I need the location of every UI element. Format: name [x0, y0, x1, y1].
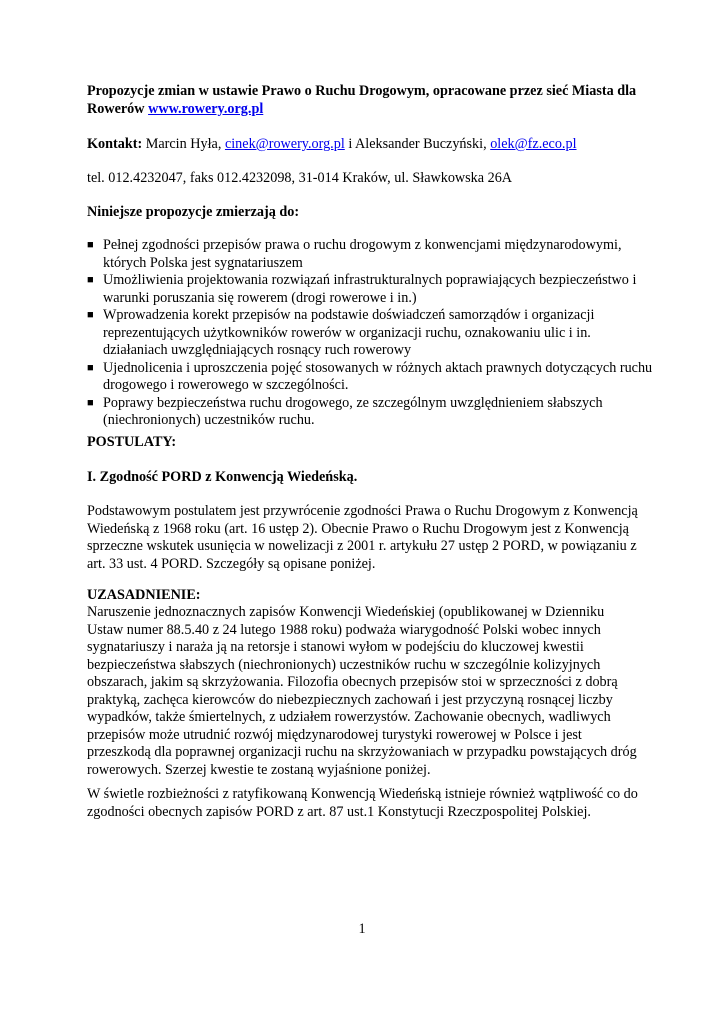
- bullet-square-icon: ■: [87, 361, 94, 374]
- document-title: [87, 83, 647, 118]
- contact-person-1: Marcin Hyła,: [145, 136, 222, 152]
- page-number: 1: [358, 921, 366, 937]
- bullet-square-icon: ■: [87, 239, 94, 251]
- aims-heading: Niniejsze propozycje zmierzają do:: [87, 204, 300, 220]
- postulates-heading: POSTULATY:: [87, 434, 177, 450]
- paragraph-justification: Naruszenie jednoznacznych zapisów Konwencji Wiedeńskiej (opublikowanej w Dzienniku Ustaw numer 88.5.40 z 24 lutego 1988 roku) podważa wiarygodność Polski wobec innych sygnatariuszy i naraża ją na retorsje i stanowi wyłom w podejściu do kluczowej kwestii bezpieczeństwa słabszych (niechronionych) uczestników ruchu w szczególnie kolizyjnych obszarach, jakim są skrzyżowania. Filozofia obecnych przepisów stoi w sprzeczności z dobrą praktyką, zachęca kierowców do niebezpiecznych zachowań i jest przyczyną rosnącej liczby wypadków, także śmiertelnych, z udziałem rowerzystów. Zachowanie obecnych, wadliwych przepisów może utrudnić rozwój międzynarodowej turystyki rowerowej w Polsce i jest przeszkodą dla poprawnej organizacji ruchu na skrzyżowaniach w przypadku powstających dróg rowerowych. Szerzej kwestie te zostaną wyjaśnione poniżej.: [87, 604, 637, 778]
- list-item: ■ Pełnej zgodności przepisów prawa o ruchu drogowym z konwencjami międzynarodowymi, których Polska jest sygnatariuszem: [87, 237, 622, 271]
- address-line: tel. 012.4232047, faks 012.4232098, 31-014 Kraków, ul. Sławkowska 26A: [87, 170, 513, 186]
- justification-heading: UZASADNIENIE:: [87, 587, 201, 603]
- email-link-2[interactable]: olek@fz.eco.pl: [490, 136, 577, 152]
- section-title: I. Zgodność PORD z Konwencją Wiedeńską.: [87, 469, 358, 485]
- title-text: Propozycje zmian w ustawie Prawo o Ruchu Drogowym, opracowane przez sieć Miasta dla Rowerów: [87, 83, 637, 117]
- bullet-square-icon: ■: [87, 274, 94, 286]
- bullet-square-icon: ■: [87, 396, 94, 409]
- paragraph-constitution: W świetle rozbieżności z ratyfikowaną Konwencją Wiedeńską istnieje również wątpliwość co do zgodności obecnych zapisów PORD z art. 87 ust.1 Konstytucji Rzeczpospolitej Polskiej.: [87, 786, 638, 820]
- bullet-square-icon: ■: [87, 309, 94, 321]
- contact-label: Kontakt:: [87, 136, 143, 152]
- aims-list: [87, 237, 657, 430]
- list-item: ■ Ujednolicenia i uproszczenia pojęć stosowanych w różnych aktach prawnych dotyczących ruchu drogowego i rowerowego w szczególności.: [87, 359, 653, 393]
- paragraph-main-postulate: Podstawowym postulatem jest przywrócenie zgodności Prawa o Ruchu Drogowym z Konwencją Wiedeńską z 1968 roku (art. 16 ustęp 2). Obecnie Prawo o Ruchu Drogowym jest z Konwencją sprzeczne wskutek usunięcia w nowelizacji z 2001 r. artykułu 27 ustęp 2 PORD, w powiązaniu z art. 33 ust. 4 PORD. Szczegóły są opisane poniżej.: [87, 503, 638, 572]
- email-link-1[interactable]: cinek@rowery.org.pl: [224, 136, 345, 152]
- list-item: ■ Umożliwienia projektowania rozwiązań infrastrukturalnych poprawiających bezpieczeństwo i warunki poruszania się rowerem (drogi rowerowe i in.): [87, 272, 637, 306]
- contact-line: [87, 136, 667, 154]
- list-item: ■ Poprawy bezpieczeństwa ruchu drogowego, ze szczególnym uwzględnieniem słabszych (niechronionych) uczestników ruchu.: [87, 394, 603, 428]
- contact-joiner: i Aleksander Buczyński,: [348, 136, 487, 152]
- website-link[interactable]: www.rowery.org.pl: [148, 100, 264, 117]
- list-item: ■ Wprowadzenia korekt przepisów na podstawie doświadczeń samorządów i organizacji reprezentujących użytkowników rowerów w organizacji ruchu, oznakowaniu ulic i in. działaniach uwzględniających rosnący ruch rowerowy: [87, 307, 595, 358]
